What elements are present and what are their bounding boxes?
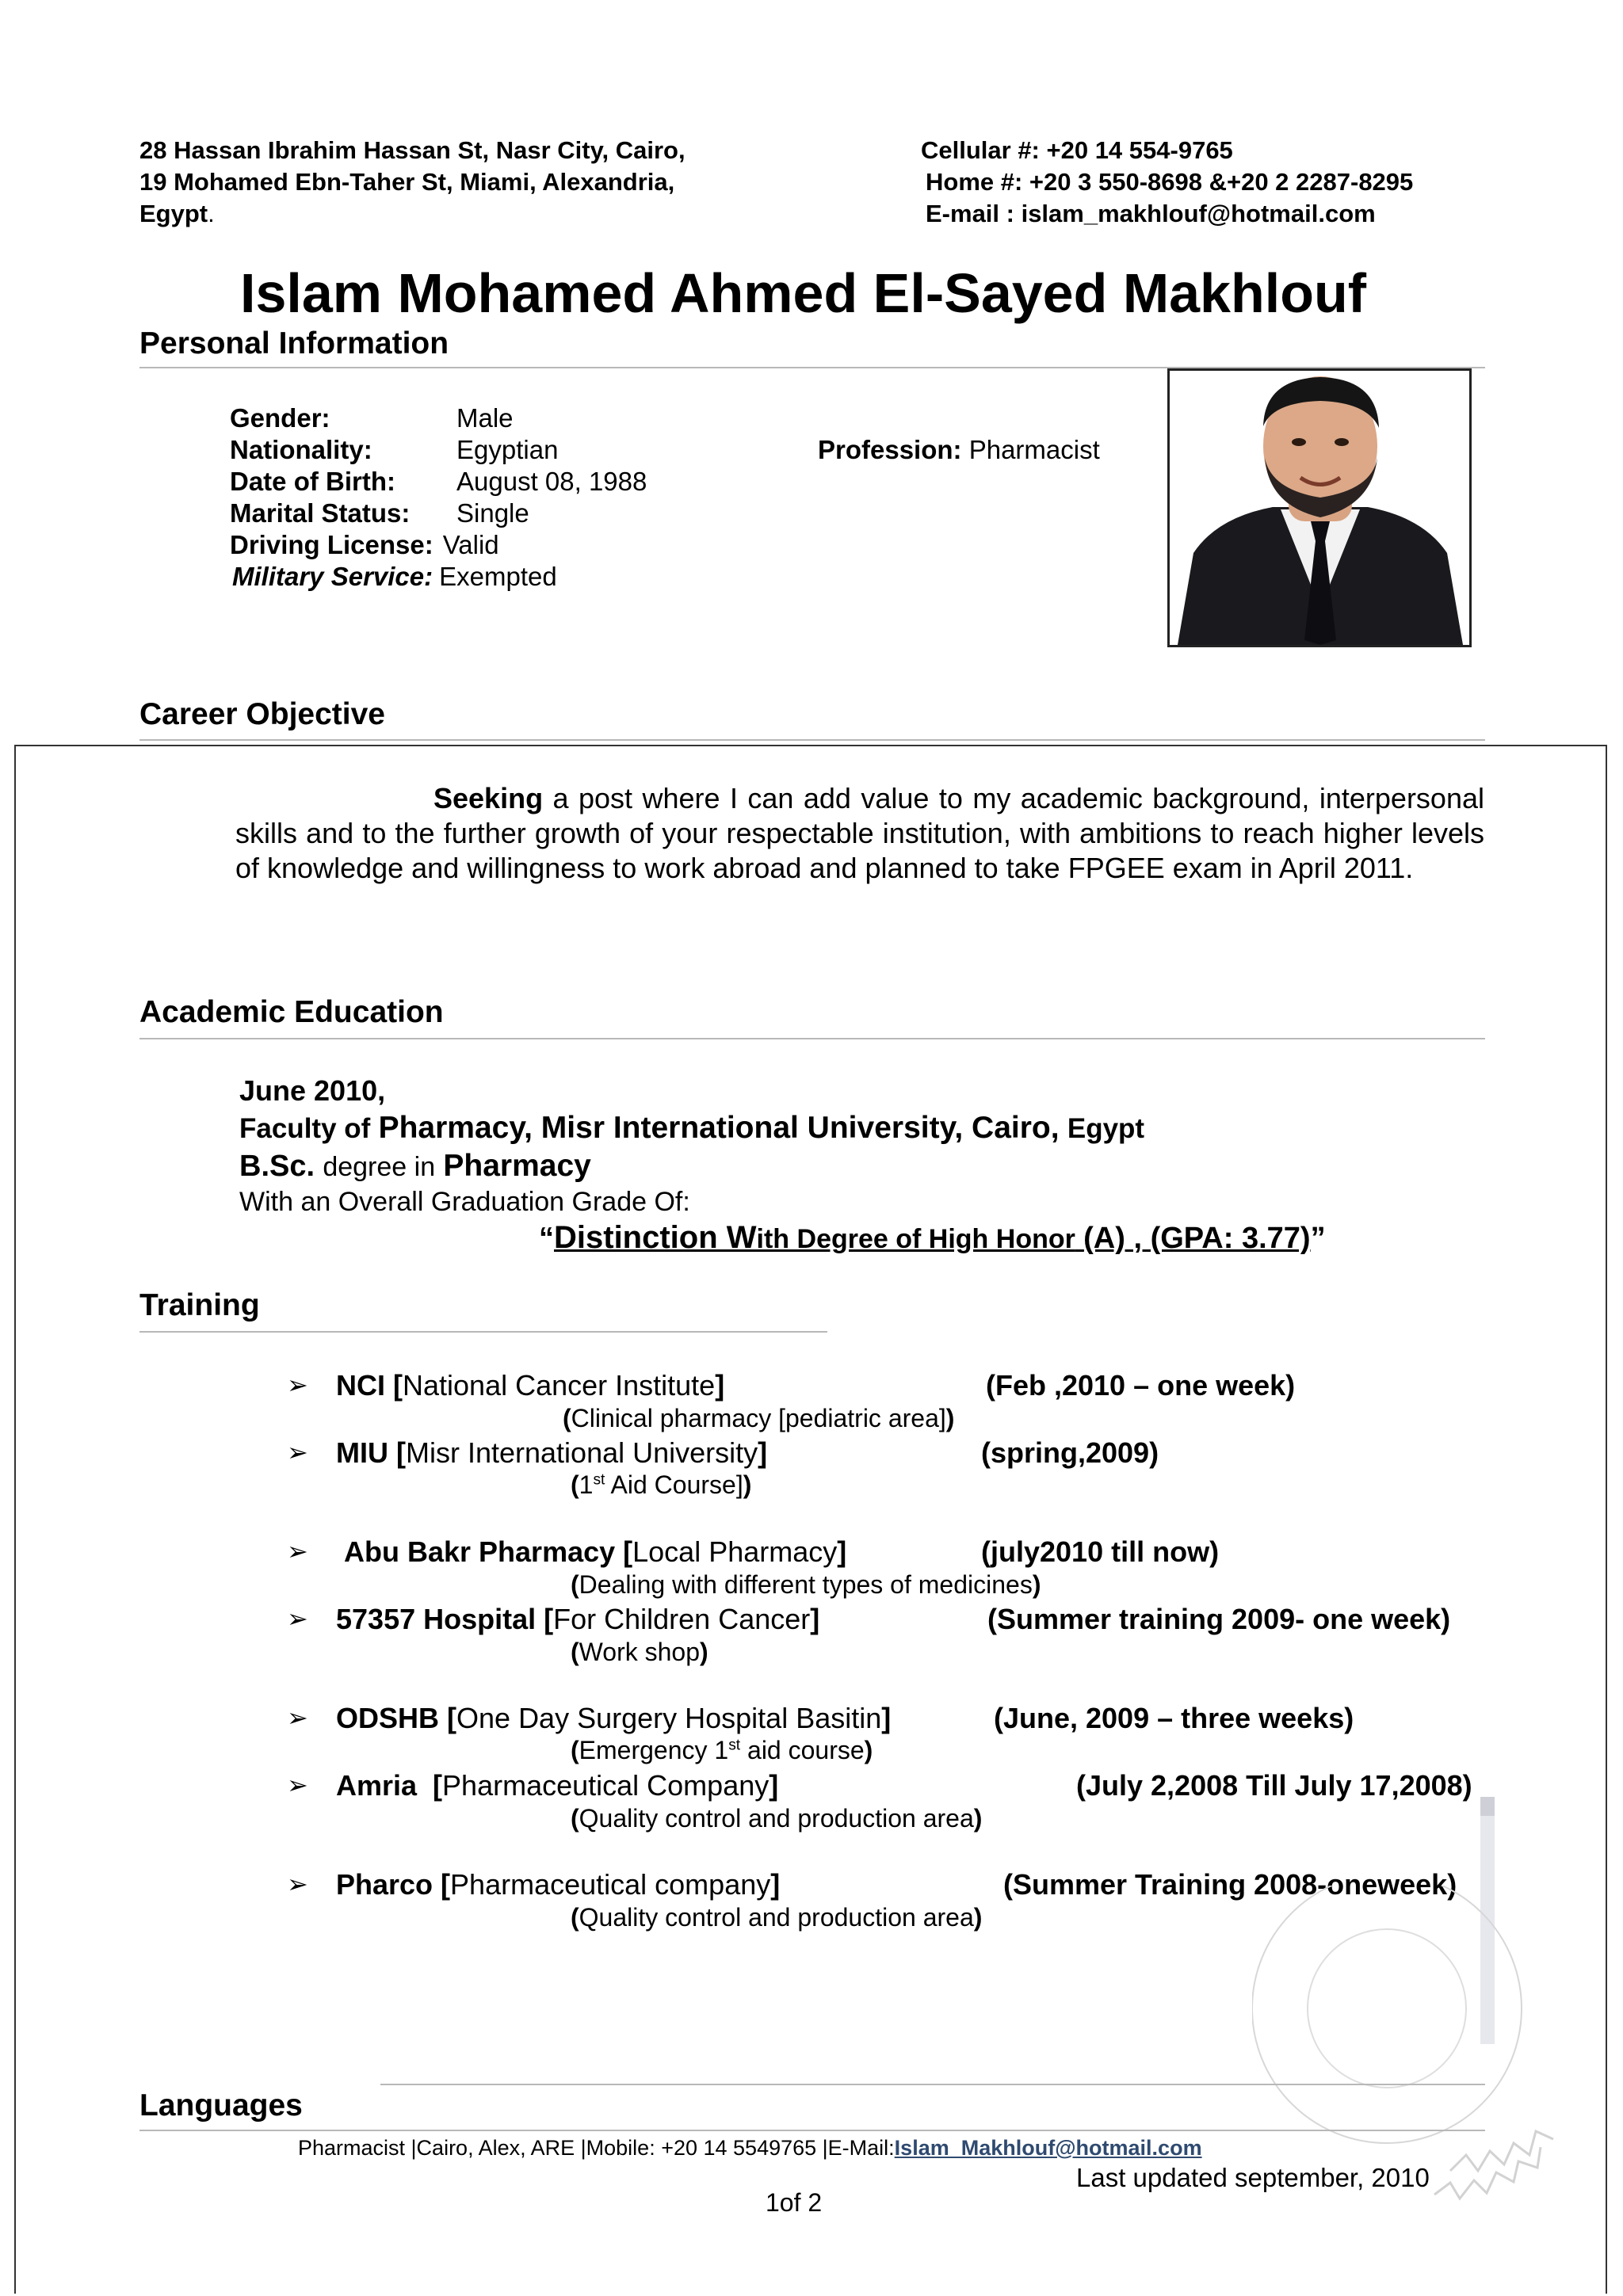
education-degree: B.Sc. degree in Pharmacy <box>239 1149 591 1183</box>
career-objective-text: Seeking a post where I can add value to my academic background, interpersonal skills and to the further growth of your respectable institution, with ambitions to reach higher levels of knowledge and willingness to work abroad and planned to take FPGEE exam in April 2011. <box>235 782 1484 884</box>
footer-email-link[interactable]: Islam_Makhlouf@hotmail.com <box>894 2136 1202 2160</box>
contact-block <box>921 135 1413 230</box>
academic-education-title: Academic Education <box>139 995 444 1029</box>
address-line-3: Egypt. <box>139 200 215 227</box>
cellular-number: Cellular #: +20 14 554-9765 <box>921 136 1233 164</box>
languages-title: Languages <box>139 2088 303 2122</box>
arrow-bullet-icon: ➢ <box>287 1703 308 1732</box>
training-sub-odshb: (Emergency 1st aid course) <box>571 1736 873 1764</box>
training-sub-amria: (Quality control and production area) <box>571 1804 983 1833</box>
nationality-row: Nationality: Egyptian <box>230 435 559 464</box>
languages-rule <box>139 2130 1485 2131</box>
arrow-bullet-icon: ➢ <box>287 1604 308 1633</box>
training-date-odshb: (June, 2009 – three weeks) <box>994 1702 1354 1734</box>
training-sub-pharco: (Quality control and production area) <box>571 1903 983 1932</box>
training-sub-nci: (Clinical pharmacy [pediatric area]) <box>563 1404 955 1432</box>
arrow-bullet-icon: ➢ <box>287 1870 308 1898</box>
dob-row: Date of Birth: August 08, 1988 <box>230 467 647 496</box>
education-faculty: Faculty of Pharmacy, Misr International University, Cairo, Egypt <box>239 1111 1145 1145</box>
address-line-1: 28 Hassan Ibrahim Hassan St, Nasr City, Cairo, <box>139 136 685 164</box>
arrow-bullet-icon: ➢ <box>287 1537 308 1566</box>
candidate-name: Islam Mohamed Ahmed El-Sayed Makhlouf <box>240 262 1367 324</box>
footer-contact: Pharmacist |Cairo, Alex, ARE |Mobile: +20 14 5549765 |E-Mail:Islam_Makhlouf@hotmail.com <box>298 2136 1202 2160</box>
training-sub-abu-bakr: (Dealing with different types of medicines) <box>571 1570 1041 1599</box>
training-date-pharco: (Summer Training 2008-oneweek) <box>1003 1868 1457 1901</box>
address-line-2: 19 Mohamed Ebn-Taher St, Miami, Alexandria, <box>139 168 675 196</box>
last-updated: Last updated september, 2010 <box>1076 2163 1430 2192</box>
training-title: Training <box>139 1288 260 1322</box>
training-date-amria: (July 2,2008 Till July 17,2008) <box>1076 1769 1472 1802</box>
training-date-abu-bakr: (july2010 till now) <box>981 1535 1220 1568</box>
training-rule <box>139 1331 827 1333</box>
gender-row: Gender: Male <box>230 403 514 433</box>
training-date-57357: (Summer training 2009- one week) <box>987 1603 1451 1635</box>
languages-top-rule <box>380 2084 1485 2085</box>
training-sub-miu: (1st Aid Course]) <box>571 1470 752 1499</box>
training-date-miu: (spring,2009) <box>981 1436 1159 1469</box>
training-sub-57357: (Work shop) <box>571 1638 708 1666</box>
arrow-bullet-icon: ➢ <box>287 1371 308 1399</box>
training-date-nci: (Feb ,2010 – one week) <box>986 1369 1296 1402</box>
training-item-57357: 57357 Hospital [For Children Cancer] <box>336 1603 820 1635</box>
training-item-abu-bakr: Abu Bakr Pharmacy [Local Pharmacy] <box>344 1535 847 1568</box>
education-grade-intro: With an Overall Graduation Grade Of: <box>239 1187 690 1217</box>
scroll-artifact-thumb <box>1480 1797 1495 1816</box>
arrow-bullet-icon: ➢ <box>287 1438 308 1466</box>
academic-education-rule <box>139 1038 1485 1039</box>
personal-info-title: Personal Information <box>139 326 449 360</box>
education-date: June 2010, <box>239 1074 386 1107</box>
training-item-nci: NCI [National Cancer Institute] <box>336 1369 725 1402</box>
page-number: 1of 2 <box>766 2188 823 2217</box>
profile-photo-image <box>1170 371 1469 645</box>
header-email: E-mail : islam_makhlouf@hotmail.com <box>926 200 1376 227</box>
training-item-miu: MIU [Misr International University] <box>336 1436 768 1469</box>
training-item-odshb: ODSHB [One Day Surgery Hospital Basitin] <box>336 1702 892 1734</box>
career-objective-rule <box>139 739 1485 741</box>
driving-license-row: Driving License: Valid <box>230 530 499 559</box>
arrow-bullet-icon: ➢ <box>287 1771 308 1799</box>
address-block <box>139 135 685 230</box>
home-number: Home #: +20 3 550-8698 &+20 2 2287-8295 <box>926 168 1414 196</box>
profession-row: Profession: Pharmacist <box>818 435 1100 464</box>
training-item-pharco: Pharco [Pharmaceutical company] <box>336 1868 781 1901</box>
education-grade: “Distinction With Degree of High Honor (A) , (GPA: 3.77)” <box>539 1220 1326 1255</box>
military-service-row: Military Service: Exempted <box>232 562 557 591</box>
training-item-amria: Amria [Pharmaceutical Company] <box>336 1769 779 1802</box>
marital-status-row: Marital Status: Single <box>230 498 529 528</box>
profile-photo <box>1167 368 1472 647</box>
career-objective-title: Career Objective <box>139 697 386 731</box>
